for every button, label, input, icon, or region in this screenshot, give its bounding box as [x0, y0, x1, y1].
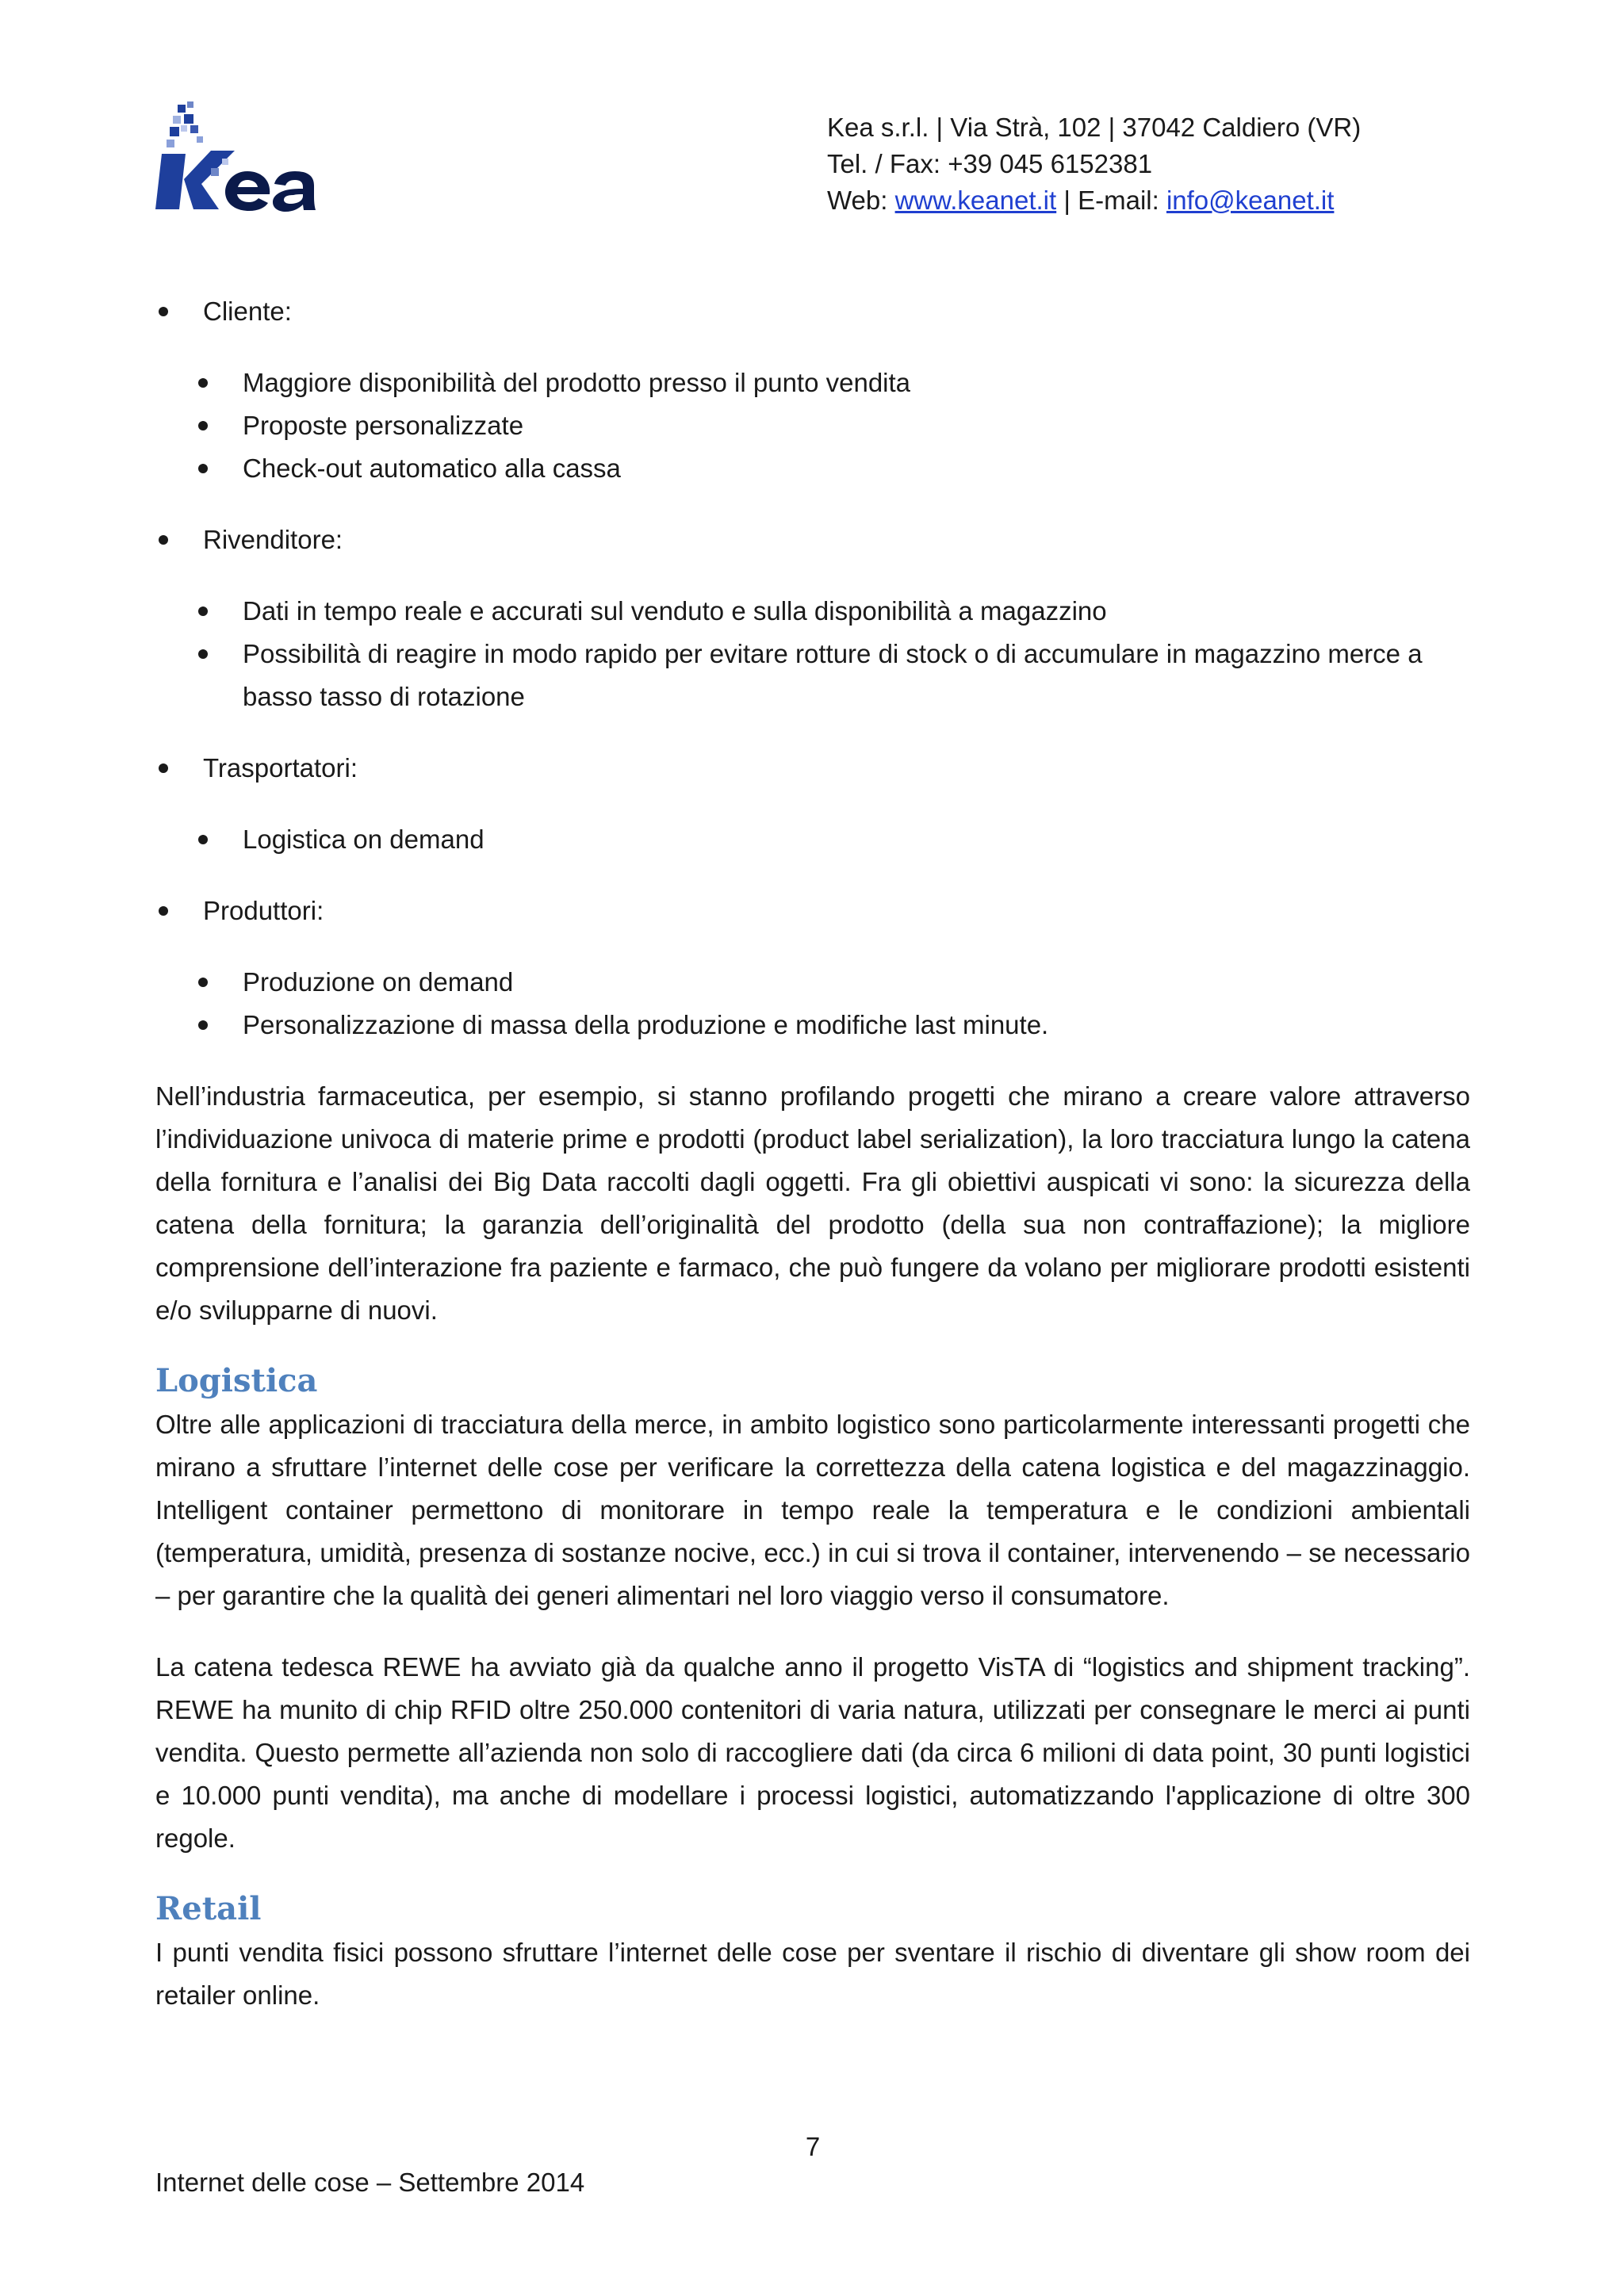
list-subitem: Dati in tempo reale e accurati sul venduto e sulla disponibilità a magazzino — [155, 590, 1470, 633]
list-subitem: Personalizzazione di massa della produzione e modifiche last minute. — [155, 1004, 1470, 1047]
list-subitem: Possibilità di reagire in modo rapido per evitare rotture di stock o di accumulare in magazzino merce a basso tasso di rotazione — [155, 633, 1470, 718]
list-subitem: Proposte personalizzate — [155, 404, 1470, 447]
company-phone: Tel. / Fax: +39 045 6152381 — [827, 149, 1153, 178]
company-address: Kea s.r.l. | Via Strà, 102 | 37042 Caldiero (VR) — [827, 113, 1362, 142]
paragraph-retail: I punti vendita fisici possono sfruttare l’internet delle cose per sventare il rischio di diventare gli show room dei retailer online. — [155, 1938, 1470, 2010]
document-body — [155, 290, 1470, 2017]
heading-logistica: Logistica — [155, 1362, 318, 1399]
paragraph-pharma: Nell’industria farmaceutica, per esempio, si stanno profilando progetti che mirano a creare valore attraverso l’individuazione univoca di materie prime e prodotti (product label serialization), la loro tracciatura lungo la catena della fornitura e l’analisi dei Big Data raccolti dagli oggetti. Fra gli obiettivi auspicati vi sono: la sicurezza della catena della fornitura; la garanzia dell’originalità del prodotto (della sua non contraffazione); la migliore comprensione dell’interazione fra paziente e farmaco, che può fungere da volano per migliorare prodotti esistenti e/o svilupparne di nuovi. — [155, 1081, 1470, 1325]
company-info — [827, 109, 1361, 219]
list-subitem: Logistica on demand — [155, 818, 1470, 861]
email-label: | E-mail: — [1056, 186, 1166, 215]
list-item-cliente: Cliente: — [155, 290, 1470, 333]
list-subitem: Produzione on demand — [155, 961, 1470, 1004]
email-link[interactable]: info@keanet.it — [1166, 186, 1335, 215]
web-label: Web: — [827, 186, 895, 215]
footer-text: Internet delle cose – Settembre 2014 — [155, 2168, 585, 2197]
paragraph-logistica-1: Oltre alle applicazioni di tracciatura della merce, in ambito logistico sono particolarmente interessanti progetti che mirano a sfruttare l’internet delle cose per verificare la correttezza della catena logistica e del magazzinaggio. Intelligent container permettono di monitorare in tempo reale la temperatura e le condizioni ambientali (temperatura, umidità, presenza di sostanze nocive, ecc.) in cui si trova il container, intervenendo – se necessario – per garantire che la qualità dei generi alimentari nel loro viaggio verso il consumatore. — [155, 1410, 1470, 1610]
list-item-produttori: Produttori: — [155, 890, 1470, 932]
heading-retail: Retail — [155, 1890, 262, 1927]
list-item-trasportatori: Trasportatori: — [155, 747, 1470, 790]
list-subitem: Check-out automatico alla cassa — [155, 447, 1470, 490]
list-item-rivenditore: Rivenditore: — [155, 519, 1470, 561]
page-number: 7 — [805, 2132, 821, 2161]
paragraph-logistica-2: La catena tedesca REWE ha avviato già da qualche anno il progetto VisTA di “logistics and shipment tracking”. REWE ha munito di chip RFID oltre 250.000 contenitori di varia natura, utilizzati per consegnare le merci ai punti vendita. Questo permette all’azienda non solo di raccogliere dati (da circa 6 milioni di data point, 30 punti logistici e 10.000 punti vendita), ma anche di modellare i processi logistici, automatizzando l'applicazione di oltre 300 regole. — [155, 1652, 1470, 1853]
web-link[interactable]: www.keanet.it — [894, 186, 1057, 215]
company-web-email — [827, 182, 1361, 219]
kea-logo — [155, 98, 346, 217]
list-subitem: Maggiore disponibilità del prodotto presso il punto vendita — [155, 362, 1470, 404]
